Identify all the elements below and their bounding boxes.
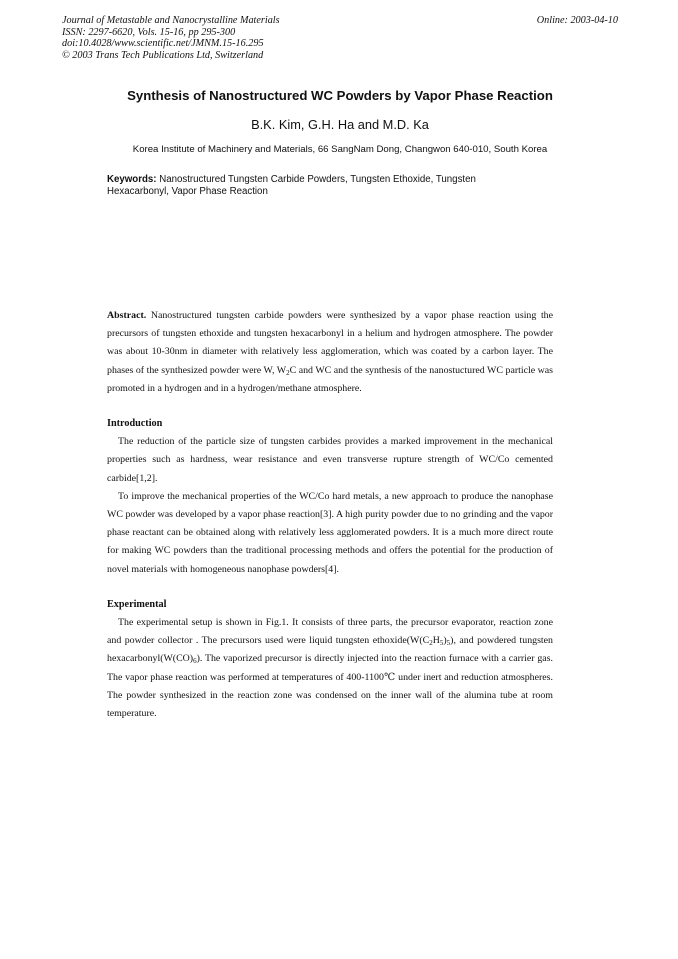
author-list: B.K. Kim, G.H. Ha and M.D. Ka [251, 117, 429, 132]
abstract-text: Nanostructured tungsten carbide powders were synthesized by a vapor phase reaction using the precursors of tungsten ethoxide and tungsten hexacarbonyl in a helium and hydrogen atmosphere. The powder was about 10-30nm in diameter with relatively less agglomeration, which was coated by a carbon layer. The phases of the synthesized powder were W, W [107, 310, 554, 376]
subscript: 5 [446, 639, 451, 648]
journal-name: Journal of Metastable and Nanocrystalline Materials [62, 15, 280, 26]
keywords-label: Keywords: [107, 174, 157, 185]
exp-text: ) [443, 635, 447, 647]
paper-body [107, 307, 553, 723]
subscript: 6 [193, 657, 197, 666]
keywords-text: Nanostructured Tungsten Carbide Powders, Tungsten Ethoxide, Tungsten Hexacarbonyl, Vapor Phase Reaction [107, 174, 476, 197]
online-date: Online: 2003-04-10 [536, 15, 618, 26]
copyright-line: © 2003 Trans Tech Publications Ltd, Switzerland [62, 49, 264, 61]
subscript: 2 [286, 368, 290, 377]
paper-title: Synthesis of Nanostructured WC Powders by Vapor Phase Reaction [127, 88, 553, 103]
experimental-heading: Experimental [107, 598, 167, 610]
intro-paragraph-1: The reduction of the particle size of tungsten carbides provides a marked improvement in the mechanical properties such as hardness, wear resistance and even transverse rupture strength of WC/Co cemented carbide[1,2]. [107, 436, 553, 484]
introduction-heading: Introduction [107, 418, 163, 430]
affiliation: Korea Institute of Machinery and Materials, 66 SangNam Dong, Changwon 640-010, South Korea [132, 144, 548, 155]
subscript: 2 [429, 639, 433, 648]
doi-line[interactable]: doi:10.4028/www.scientific.net/JMNM.15-16.295 [62, 38, 264, 50]
exp-text: ). The vaporized precursor is directly injected into the reaction furnace with a carrier gas. The vapor phase reaction was performed at temperatures of 400-1100℃ under inert and reduction atmospheres. The powder synthesized in the reaction zone was condensed on the inner wall of the alumina tube at room temperature. [107, 653, 553, 720]
exp-text: The experimental setup is shown in Fig.1. It consists of three parts, the precursor evaporator, reaction zone and powder collector . The precursors used were liquid tungsten ethoxide(W(C [107, 617, 553, 647]
page-header [62, 15, 618, 61]
title-block [60, 88, 620, 155]
keywords [107, 174, 527, 198]
exp-text: ), and powdered tungsten hexacarbonyl(W(CO) [107, 635, 553, 665]
subscript: 5 [439, 639, 444, 648]
exp-text: H [432, 635, 440, 647]
issn-line: ISSN: 2297-6620, Vols. 15-16, pp 295-300 [62, 26, 236, 38]
intro-paragraph-2: To improve the mechanical properties of the WC/Co hard metals, a new approach to produce the nanophase WC powder was developed by a vapor phase reaction[3]. A high purity powder due to no grinding and the vapor phase reactant can be obtained along with relatively less agglomerated powders. It is a much more direct route for making WC powders than the traditional processing methods and offers the potential for the production of novel materials with homogeneous nanophase powders[4]. [107, 490, 553, 575]
experimental-paragraph [107, 614, 553, 723]
abstract-label: Abstract. [107, 310, 147, 321]
abstract-paragraph [107, 307, 553, 398]
abstract-text-cont: C and WC and the synthesis of the nanostuctured WC particle was promoted in a hydrogen and in a hydrogen/methane atmosphere. [107, 364, 554, 394]
